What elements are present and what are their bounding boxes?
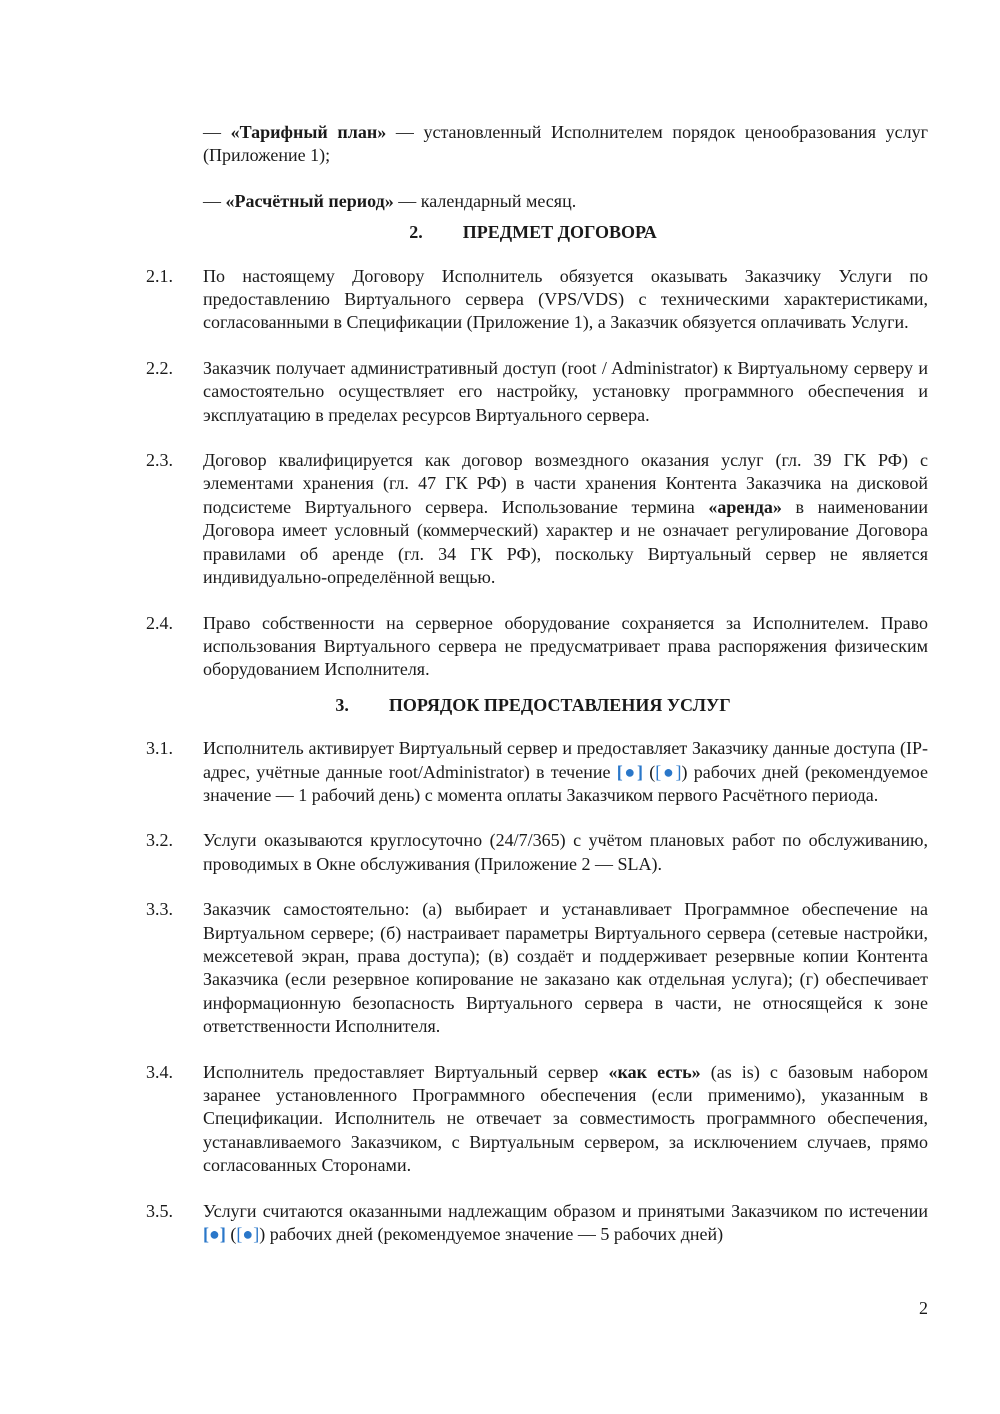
clause-number: 2.4. <box>146 612 173 633</box>
section-number: 3. <box>335 694 349 715</box>
clause-number: 3.1. <box>146 738 173 759</box>
clause-number: 2.2. <box>146 357 173 378</box>
clause-text: Заказчик получает административный доступ (root / Administrator) к Виртуальному серверу и самостоятельно осуществляет его настройку, установку программного обеспечения и эксплуатацию в пределах ресурсов Виртуального сервера. <box>203 357 928 425</box>
clause-text-part: ) рабочих дней (рекомендуемое значение — 5 рабочих дней) <box>259 1224 724 1245</box>
section-title: ПРЕДМЕТ ДОГОВОРА <box>462 222 657 243</box>
placeholder-days-words: [●] <box>655 761 682 782</box>
clause-number: 3.4. <box>146 1061 173 1082</box>
clause-text-part: ( <box>225 1224 237 1245</box>
section-heading-2 <box>146 221 928 244</box>
clause-text <box>203 1200 928 1247</box>
clause-3-4 <box>146 1061 928 1178</box>
placeholder-days-number: [●] <box>203 1224 226 1245</box>
clause-3-3 <box>146 898 928 1038</box>
definition-dash: — <box>203 122 221 142</box>
clause-text: Право собственности на серверное оборудование сохраняется за Исполнителем. Право использования Виртуального сервера не предусматривает права распоряжения физическим оборудованием Исполнителя. <box>203 612 928 680</box>
clause-3-5 <box>146 1200 928 1247</box>
definition-term: «Расчётный период» <box>225 190 394 211</box>
clause-2-2 <box>146 357 928 427</box>
definition-billing-period <box>203 190 928 213</box>
clause-text <box>203 449 928 589</box>
clause-term-as-is: «как есть» <box>608 1061 701 1082</box>
clause-text <box>203 1061 928 1178</box>
clause-number: 3.2. <box>146 830 173 851</box>
clause-text-part: (as is) с базовым набором заранее установленного Программного обеспечения (если применимо), указанным в Спецификации. Исполнитель не отвечает за совместимость программного обеспечения, устанавливаемого Заказчиком, с Виртуальным сервером, за исключением случаев, прямо согласованных Сторонами. <box>203 1061 929 1176</box>
clause-text-part: ) рабочих дней (рекомендуемое значение — 1 рабочий день) с момента оплаты Заказчиком первого Расчётного периода. <box>203 761 928 805</box>
clause-number: 3.5. <box>146 1200 173 1221</box>
page-content <box>146 121 928 1268</box>
clause-text-part: Услуги считаются оказанными надлежащим образом и принятыми Заказчиком по истечении <box>203 1200 928 1221</box>
definition-dash: — <box>203 190 221 211</box>
clause-text: Услуги оказываются круглосуточно (24/7/365) с учётом плановых работ по обслуживанию, проводимых в Окне обслуживания (Приложение 2 — SLA). <box>203 830 928 874</box>
definition-term: «Тарифный план» <box>230 122 387 142</box>
clause-2-1 <box>146 265 928 335</box>
section-heading-3 <box>146 694 928 717</box>
clause-text-part: ( <box>643 761 656 782</box>
definition-text: — календарный месяц. <box>393 190 577 211</box>
placeholder-days-number: [●] <box>616 761 644 782</box>
clause-number: 2.3. <box>146 450 173 471</box>
clause-text-part: Исполнитель предоставляет Виртуальный сервер <box>203 1061 609 1082</box>
clause-3-1 <box>146 737 928 807</box>
section-number: 2. <box>409 222 423 243</box>
clause-text-part: Договор квалифицируется как договор возмездного оказания услуг (гл. 39 ГК РФ) с элементами хранения (гл. 47 ГК РФ) в части хранения Контента Заказчика на дисковой подсистеме Виртуального сервера. Использование термина <box>203 450 928 517</box>
clause-text-part: Исполнитель активирует Виртуальный сервер и предоставляет Заказчику данные доступа (IP-адрес, учётные данные root/Administrator) в течение <box>203 738 928 782</box>
clause-text: По настоящему Договору Исполнитель обязуется оказывать Заказчику Услуги по предоставлению Виртуального сервера (VPS/VDS) с техническими характеристиками, согласованными в Спецификации (Приложение 1), а Заказчик обязуется оплачивать Услуги. <box>203 265 928 333</box>
clause-2-4 <box>146 612 928 682</box>
section-title: ПОРЯДОК ПРЕДОСТАВЛЕНИЯ УСЛУГ <box>388 694 731 715</box>
clause-text <box>203 737 928 807</box>
clause-text-part: в наименовании Договора имеет условный (коммерческий) характер и не означает регулирование Договора правилами об аренде (гл. 34 ГК РФ), поскольку Виртуальный сервер не является индивидуально-определённой вещью. <box>203 496 928 588</box>
definition-text: — установленный Исполнителем порядок ценообразования услуг (Приложение 1); <box>203 122 929 166</box>
clause-number: 2.1. <box>146 265 173 286</box>
clause-2-3 <box>146 449 928 589</box>
placeholder-days-words: [●] <box>236 1224 260 1245</box>
clause-term-lease: «аренда» <box>708 496 782 517</box>
clause-number: 3.3. <box>146 899 173 920</box>
clause-text: Заказчик самостоятельно: (а) выбирает и устанавливает Программное обеспечение на Виртуальном сервере; (б) настраивает параметры Виртуального сервера (сетевые настройки, межсетевой экран, права доступа); (в) создаёт и поддерживает резервные копии Контента Заказчика (если резервное копирование не заказано как отдельная услуга); (г) обеспечивает информационную безопасность Виртуального сервера в части, не относящейся к зоне ответственности Исполнителя. <box>203 899 928 1037</box>
definition-tariff-plan <box>203 121 928 168</box>
page-number: 2 <box>919 1298 928 1318</box>
clause-3-2 <box>146 829 928 876</box>
